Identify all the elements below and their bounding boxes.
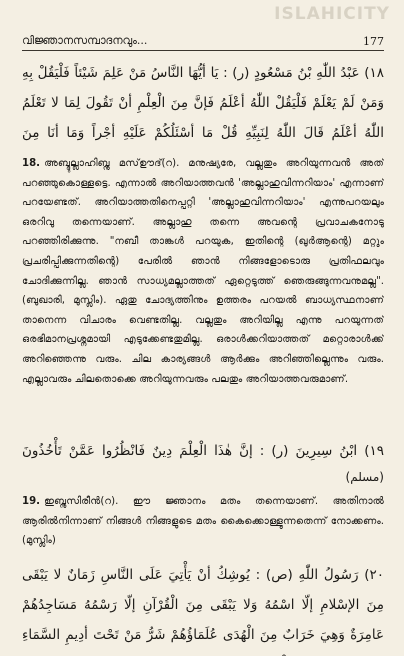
hadith-18-translation: [22, 154, 384, 430]
hadith-18-number: 18.: [22, 158, 41, 169]
page-content: [22, 58, 384, 656]
hadith-19-translation: [22, 492, 384, 552]
hadith-19-text: ഇബ്നുസിരീൻ(റ). ഈ ജ്ഞാനം മതം തന്നെയാണ്. അതിനാൽ ആരിൽനിന്നാണ് നിങ്ങൾ നിങ്ങളുടെ മതം കൈക്കൊള്ളുന്നതെന്ന് നോക്കണം. (മുസ്ലിം): [22, 496, 384, 547]
header-title: വിജ്ഞാനസമ്പാദനവും...: [22, 34, 148, 47]
hadith-19-arabic: ١٩) ابْنُ سِيرِينَ (ر) : إنَّ هٰذَا الْعِلْمَ دِينٌ فَانْظُرُوا عَمَّنْ تَأْخُذُونَ: [22, 443, 384, 459]
hadith-20-arabic: ٢٠) رَسُولُ اللّٰهِ (ص) : يُوشِكُ أنْ يَأْتِيَ عَلَى النَّاسِ زَمَانٌ لا يَبْقَى مِنَ الإسْلامِ إلّا اسْمُهُ وَلا يَبْقَى مِنَ الْقُرْآنِ إلّا رَسْمُهُ مَسَاجِدُهُمْ عَامِرَةٌ وَهِيَ خَرَابٌ مِنَ الْهُدَى عُلَمَاؤُهُمْ شَرُّ مَنْ تَحْتَ أدِيمِ السَّمَاءِ: [22, 567, 384, 643]
watermark: ISLAHICITY: [274, 4, 390, 24]
page-number: 177: [363, 35, 384, 48]
hadith-18-arabic: ١٨) عَبْدُ اللّٰهِ بْنُ مَسْعُودٍ (ر) : يَا أيُّهَا النَّاسُ مَنْ عَلِمَ شَيْئاً فَلْيَقُلْ بِهِ وَمَنْ لَمْ يَعْلَمْ فَلْيَقُلْ اللّٰهُ أعْلَمُ فَإنَّ مِنَ الْعِلْمِ أنْ تَقُولَ لِمَا لا تَعْلَمُ اللّٰهُ أعْلَمُ قَالَ اللّٰهُ لِنَبِيِّهِ قُلْ مَا أسْئَلُكُمْ عَلَيْهِ أجْراً وَمَا أنَا مِنَ: [22, 65, 384, 141]
hadith-18-text: അബ്ദുല്ലാഹിബ്നു മസ്ഊദ്(റ). മനുഷ്യരേ, വല്ലതും അറിയുന്നവൻ അത് പറഞ്ഞുകൊള്ളട്ടെ. എന്നാൽ അറിയാത്തവൻ 'അല്ലാഹുവിന്നറിയാം' എന്നാണ് പറയേണ്ടത്. അറിയാത്തതിനെപ്പറ്റി 'അല്ലാഹുവിന്നറിയാം' എന്നുപറയലും ഒരറിവു തന്നെയാണ്. അല്ലാഹു തന്നെ അവന്റെ പ്രവാചകനോടു പറഞ്ഞിരിക്കുന്നു. "നബീ താങ്കൾ പറയുക, ഇതിന്റെ (ഖുർആന്റെ) മറ്റും പ്രചരിപ്പിക്കുന്നതിന്റെ) പേരിൽ ഞാൻ നിങ്ങളോടൊരു പ്രതിഫലവും ചോദിക്കുന്നില്ല. ഞാൻ സാധ്യമല്ലാത്തത് ഏറ്റെടുത്ത് ഞെരുങ്ങുന്നവനുമല്ല". (ബുഖാരി, മുസ്ലിം). ഏതു ചോദ്യത്തിനും ഉത്തരം പറയൽ ബാധ്യസ്ഥനാണ് താനെന്ന വിചാരം വെണ്ടതില്ല. വല്ലതും അറിയില്ല എന്നു പറയുന്നത് ഒരഭിമാനപ്രശ്നമായി എടുക്കേണ്ടതുമില്ല. ഒരാൾക്കറിയാത്തത് മറ്റൊരാൾക്ക് അറിഞ്ഞെന്നു വരും. ചില കാര്യങ്ങൾ ആർക്കും അറിഞ്ഞില്ലെന്നും വരും. എല്ലാവരും ചിലതൊക്കെ അറിയുന്നവരും പലതും അറിയാത്തവരുമാണ്.: [22, 158, 384, 385]
hadith-19-source: (مسلم): [345, 470, 384, 484]
running-header: [22, 32, 384, 51]
hadith-19-number: 19.: [22, 496, 41, 507]
